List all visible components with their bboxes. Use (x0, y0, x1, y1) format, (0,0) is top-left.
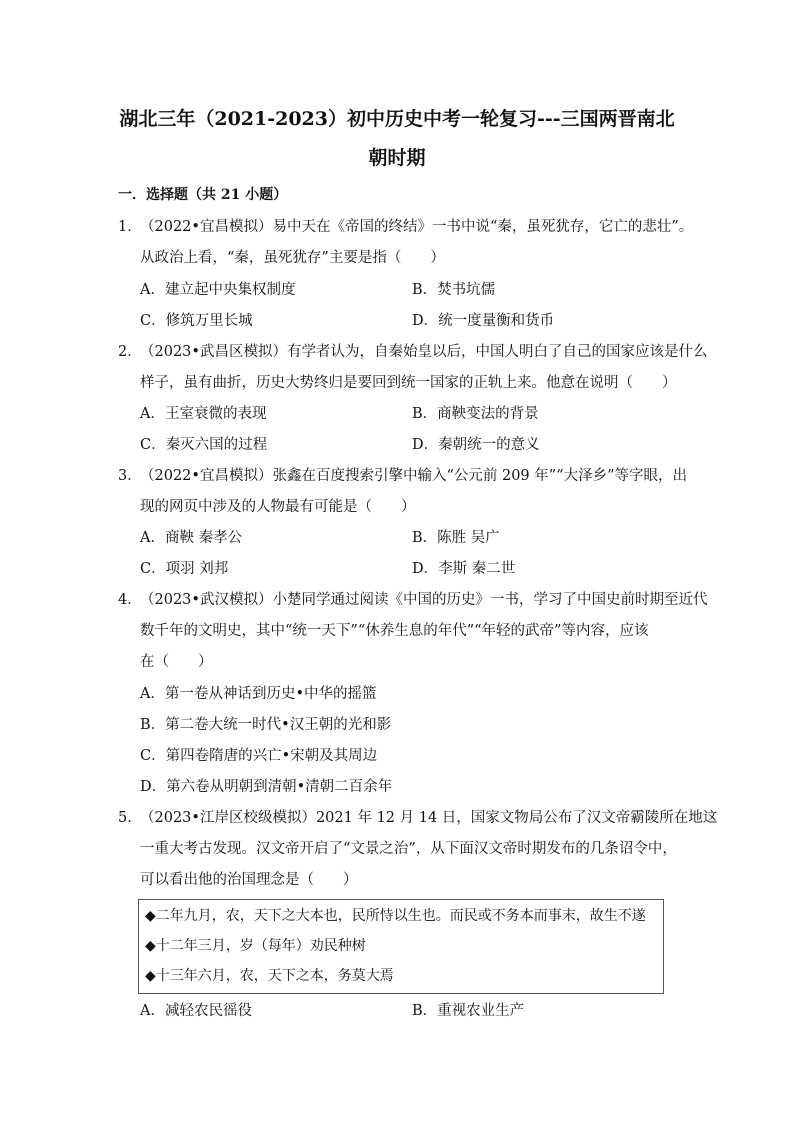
question-3-option-d: D．李斯 秦二世 (412, 561, 516, 577)
question-2-option-d: D．秦朝统一的意义 (412, 437, 540, 453)
question-3-number: 3． (118, 468, 142, 484)
question-5-stem-line-2: 一重大考古发现。汉文帝开启了“文景之治”，从下面汉文帝时期发布的几条诏令中， (140, 841, 677, 857)
question-5-stem-line-1: （2023•江岸区校级模拟）2021 年 12 月 14 日，国家文物局公布了汉文帝霸陵所在地这 (140, 810, 718, 826)
question-2-stem-line-2: 样子，虽有曲折，历史大势终归是要回到统一国家的正轨上来。他意在说明（ ） (140, 375, 677, 391)
question-1-stem-line-1: （2022•宜昌模拟）易中天在《帝国的终结》一书中说“秦，虽死犹存，它亡的悲壮”。 (140, 219, 694, 235)
question-4-stem-line-3: 在（ ） (140, 654, 213, 670)
question-3-stem-line-2: 现的网页中涉及的人物最有可能是（ ） (140, 499, 416, 515)
page-title-line-1: 湖北三年（2021-2023）初中历史中考一轮复习---三国两晋南北 (119, 108, 675, 130)
section-heading: 一．选择题（共 21 小题） (118, 187, 288, 203)
question-5-stem-line-3: 可以看出他的治国理念是（ ） (140, 872, 358, 888)
question-2-option-c: C．秦灭六国的过程 (140, 437, 268, 453)
edict-quote-box (138, 899, 664, 994)
question-4-option-a: A．第一卷从神话到历史•中华的摇篮 (140, 686, 377, 702)
question-4-stem-line-1: （2023•武汉模拟）小楚同学通过阅读《中国的历史》一书，学习了中国史前时期至近代 (140, 592, 708, 608)
question-3-option-a: A．商鞅 秦孝公 (140, 530, 243, 546)
question-1-number: 1． (118, 219, 142, 235)
question-5-option-a: A．减轻农民徭役 (140, 1003, 252, 1019)
question-4-option-b: B．第二卷大统一时代•汉王朝的光和影 (140, 717, 392, 733)
edict-quote-3: ◆十三年六月，农，天下之本，务莫大焉 (145, 968, 394, 984)
question-4-stem-line-2: 数千年的文明史，其中“统一天下”“休养生息的年代”“年轻的武帝”等内容，应该 (140, 623, 649, 639)
question-5-number: 5． (118, 810, 142, 826)
question-1-option-b: B．焚书坑儒 (412, 282, 496, 298)
page-title-line-2: 朝时期 (368, 147, 426, 169)
question-3-option-b: B．陈胜 吴广 (412, 530, 500, 546)
question-2-number: 2． (118, 344, 142, 360)
question-3-stem-line-1: （2022•宜昌模拟）张鑫在百度搜索引擎中输入“公元前 209 年”“大泽乡”等字眼，出 (140, 468, 687, 484)
question-1-option-a: A．建立起中央集权制度 (140, 282, 296, 298)
question-4-option-c: C．第四卷隋唐的兴亡•宋朝及其周边 (140, 748, 378, 764)
question-1-option-d: D．统一度量衡和货币 (412, 313, 555, 329)
question-5-option-b: B．重视农业生产 (412, 1003, 525, 1019)
question-2-stem-line-1: （2023•武昌区模拟）有学者认为，自秦始皇以后，中国人明白了自己的国家应该是什么 (140, 344, 708, 360)
edict-quote-1: ◆二年九月，农，天下之大本也，民所恃以生也。而民或不务本而事末，故生不遂 (145, 908, 646, 924)
question-2-option-b: B．商鞅变法的背景 (412, 406, 539, 422)
edict-quote-2: ◆十二年三月，岁（每年）劝民种树 (145, 938, 366, 954)
question-4-option-d: D．第六卷从明朝到清朝•清朝二百余年 (140, 779, 393, 795)
question-4-number: 4． (118, 592, 142, 608)
question-1-option-c: C．修筑万里长城 (140, 313, 253, 329)
question-1-stem-line-2: 从政治上看，“秦，虽死犹存”主要是指（ ） (140, 250, 445, 266)
question-2-option-a: A．王室衰微的表现 (140, 406, 267, 422)
question-3-option-c: C．项羽 刘邦 (140, 561, 229, 577)
